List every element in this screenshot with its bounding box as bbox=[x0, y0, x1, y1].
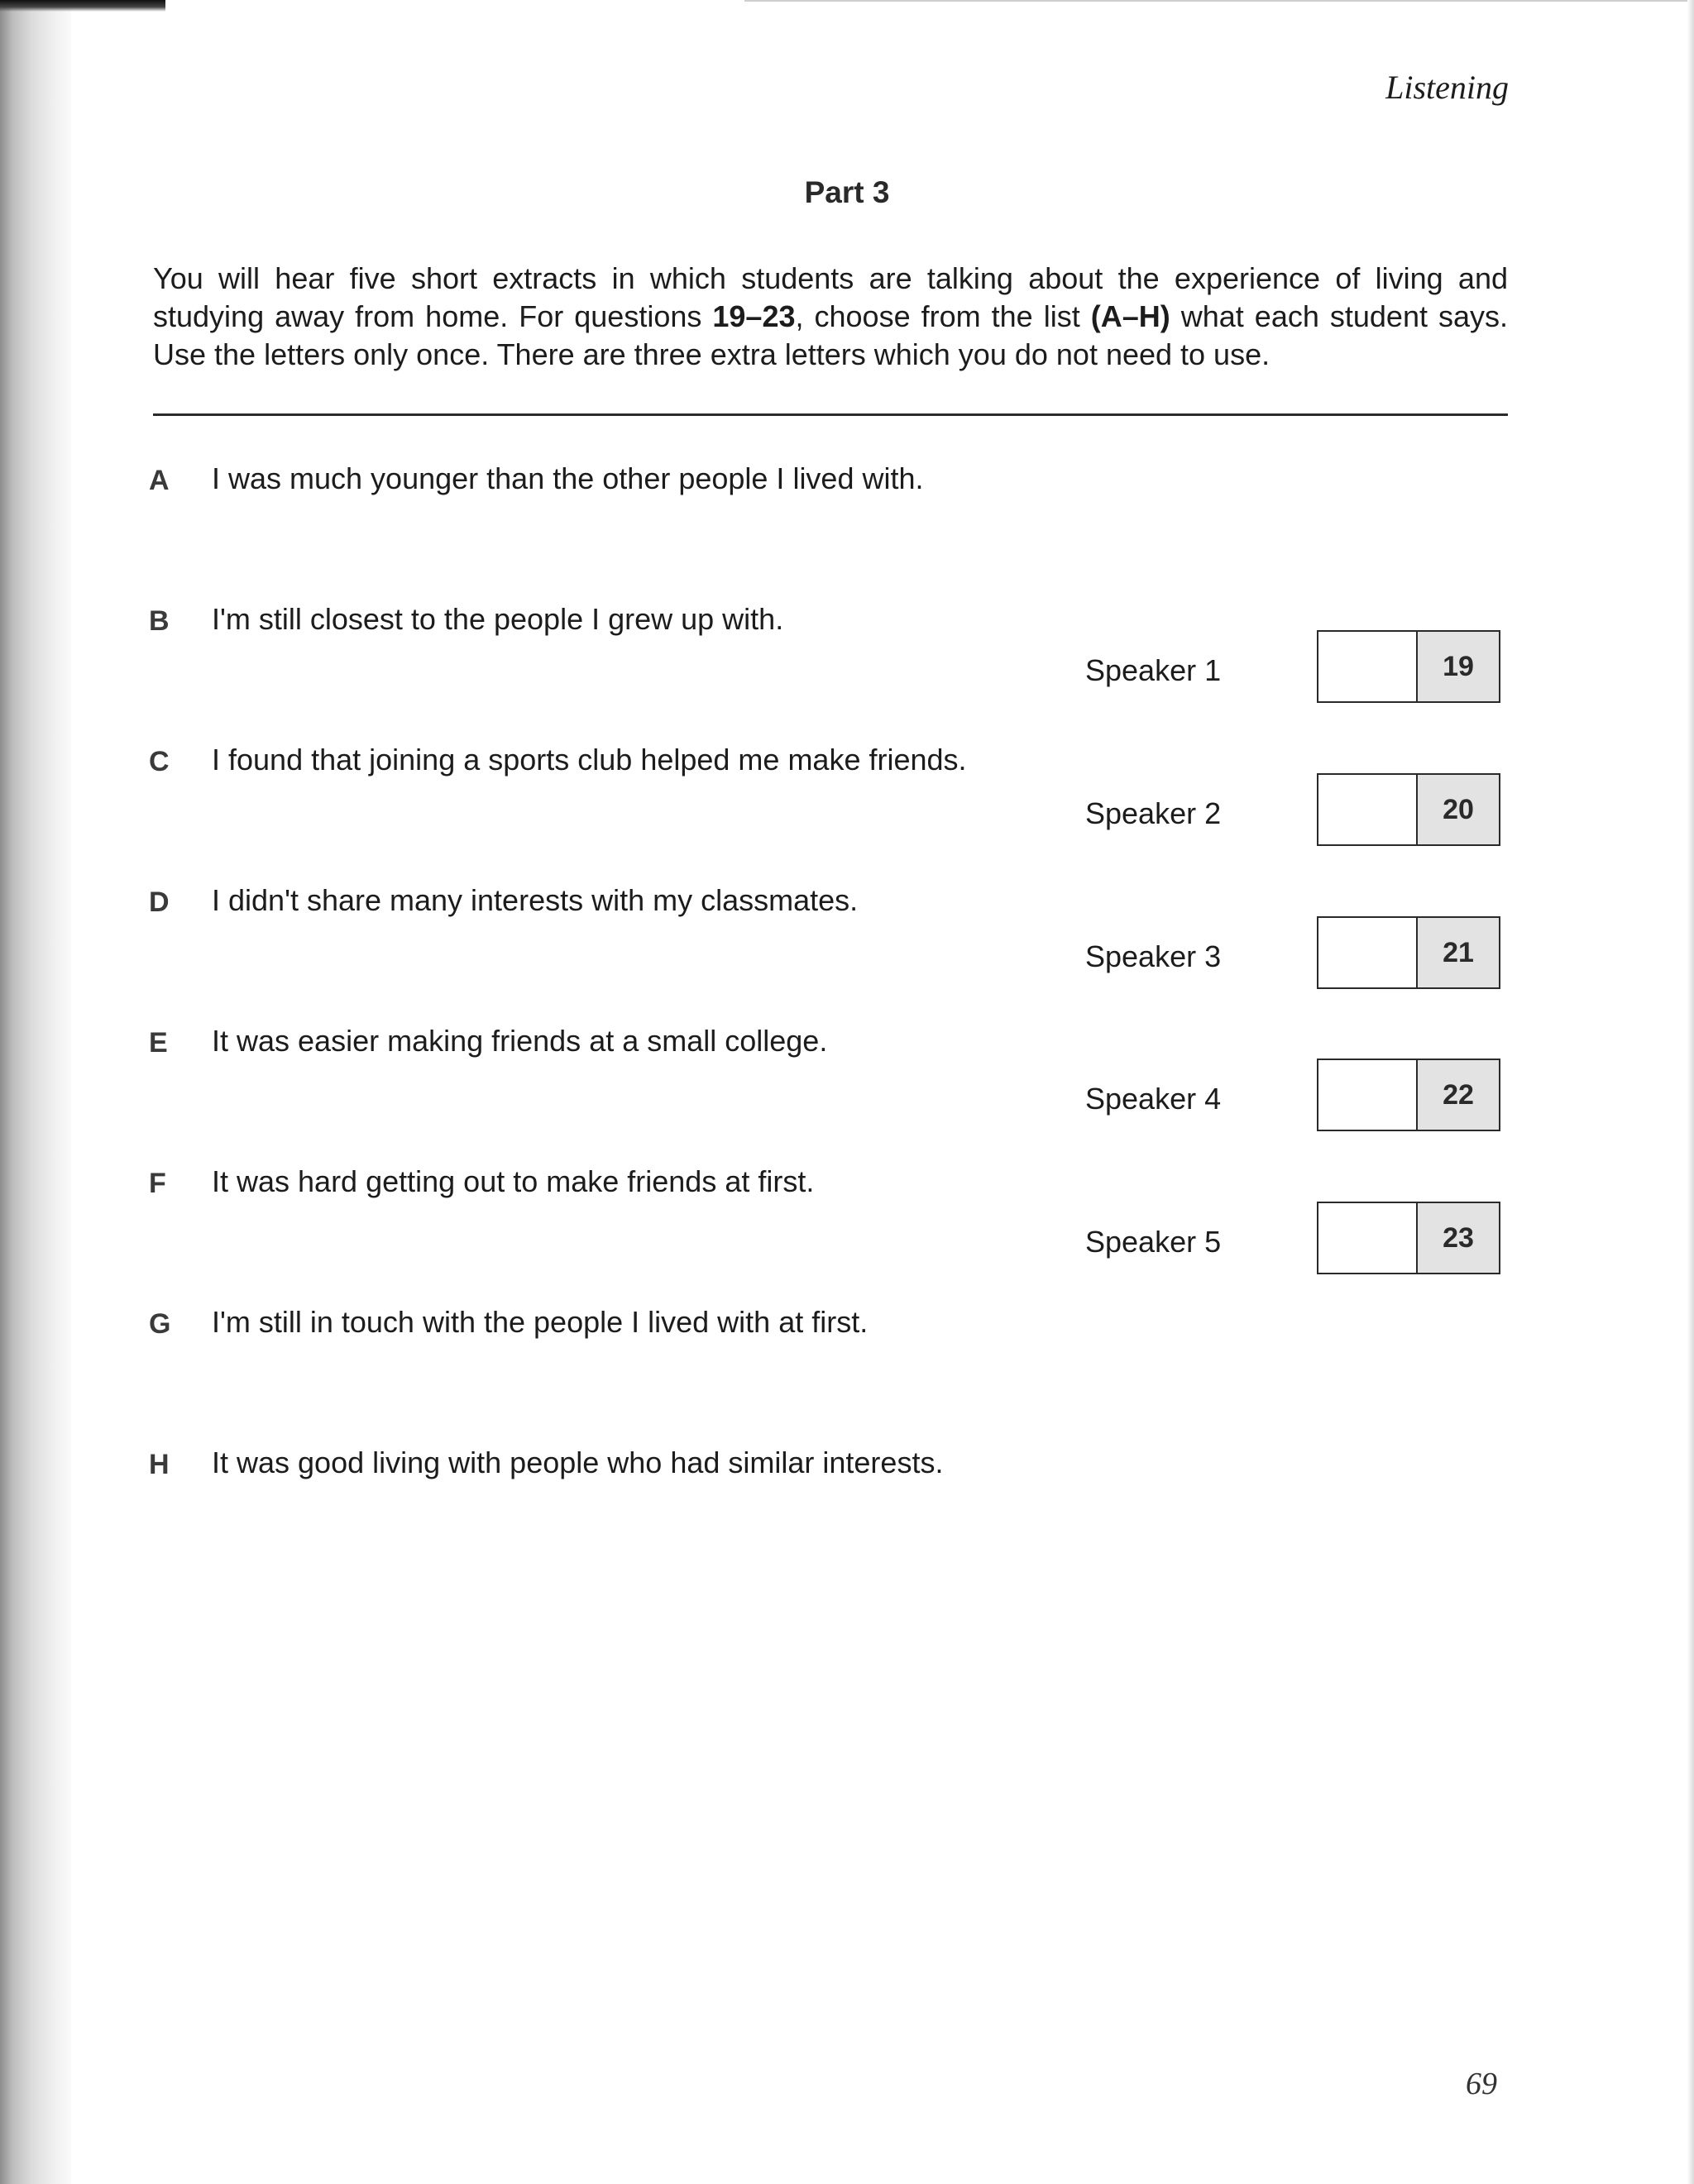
question-number: 21 bbox=[1418, 918, 1499, 987]
speaker-label: Speaker 3 bbox=[1085, 939, 1222, 973]
option-text: It was easier making friends at a small college. bbox=[212, 1024, 828, 1058]
option-text: I found that joining a sports club helped me make friends. bbox=[212, 743, 967, 777]
instructions bbox=[153, 260, 1508, 374]
answer-box bbox=[1317, 916, 1500, 989]
option-text: It was good living with people who had similar interests. bbox=[212, 1446, 944, 1479]
speaker-label: Speaker 2 bbox=[1085, 796, 1222, 830]
answer-box bbox=[1317, 630, 1500, 703]
speaker-label: Speaker 5 bbox=[1085, 1225, 1222, 1259]
speaker-label: Speaker 4 bbox=[1085, 1082, 1222, 1116]
option-text: I didn't share many interests with my classmates. bbox=[212, 883, 859, 917]
instructions-text-2: , choose from the list bbox=[795, 299, 1091, 333]
option-text: I was much younger than the other people I lived with. bbox=[212, 461, 924, 495]
speaker-1-row bbox=[1085, 630, 1507, 706]
speaker-3-row bbox=[1085, 916, 1507, 992]
option-letter: G bbox=[149, 1308, 171, 1340]
divider-rule bbox=[153, 413, 1508, 416]
option-range: (A–H) bbox=[1090, 299, 1170, 333]
option-letter: B bbox=[149, 605, 170, 637]
option-text: It was hard getting out to make friends at first. bbox=[212, 1164, 815, 1198]
question-number: 22 bbox=[1418, 1060, 1499, 1130]
answer-box bbox=[1317, 1202, 1500, 1274]
answer-field[interactable] bbox=[1318, 918, 1418, 987]
instructions-text-3: what each student says. Use the letters only once. There are three extra letters which you do not need to use. bbox=[153, 299, 1509, 371]
option-letter: D bbox=[149, 887, 170, 918]
option-text: I'm still closest to the people I grew up with. bbox=[212, 602, 784, 636]
option-letter: C bbox=[149, 746, 170, 777]
instructions-text-1: You will hear five short extracts in which students are talking about the experience of living and studying away from home. For questions bbox=[153, 261, 1508, 333]
answer-box bbox=[1317, 1059, 1500, 1131]
page-top-edge bbox=[0, 0, 165, 12]
answer-field[interactable] bbox=[1318, 775, 1418, 844]
option-letter: F bbox=[149, 1168, 166, 1199]
answer-box bbox=[1317, 773, 1500, 846]
answer-field[interactable] bbox=[1318, 1203, 1418, 1273]
question-range: 19–23 bbox=[712, 299, 796, 333]
option-letter: A bbox=[149, 465, 170, 496]
answer-field[interactable] bbox=[1318, 1060, 1418, 1130]
page-number: 69 bbox=[1466, 2067, 1497, 2101]
speaker-5-row bbox=[1085, 1202, 1507, 1278]
speaker-label: Speaker 1 bbox=[1085, 653, 1222, 687]
page-right-edge bbox=[1687, 0, 1694, 2184]
answer-field[interactable] bbox=[1318, 632, 1418, 701]
question-number: 19 bbox=[1418, 632, 1499, 701]
option-letter: H bbox=[149, 1449, 170, 1480]
book-gutter-shadow bbox=[0, 0, 71, 2184]
option-letter: E bbox=[149, 1027, 168, 1059]
question-number: 20 bbox=[1418, 775, 1499, 844]
page-top-border bbox=[744, 0, 1694, 2]
part-title: Part 3 bbox=[804, 175, 890, 209]
speaker-2-row bbox=[1085, 773, 1507, 849]
option-text: I'm still in touch with the people I lived with at first. bbox=[212, 1305, 869, 1339]
speaker-4-row bbox=[1085, 1059, 1507, 1135]
question-number: 23 bbox=[1418, 1203, 1499, 1273]
section-label: Listening bbox=[1385, 69, 1509, 106]
